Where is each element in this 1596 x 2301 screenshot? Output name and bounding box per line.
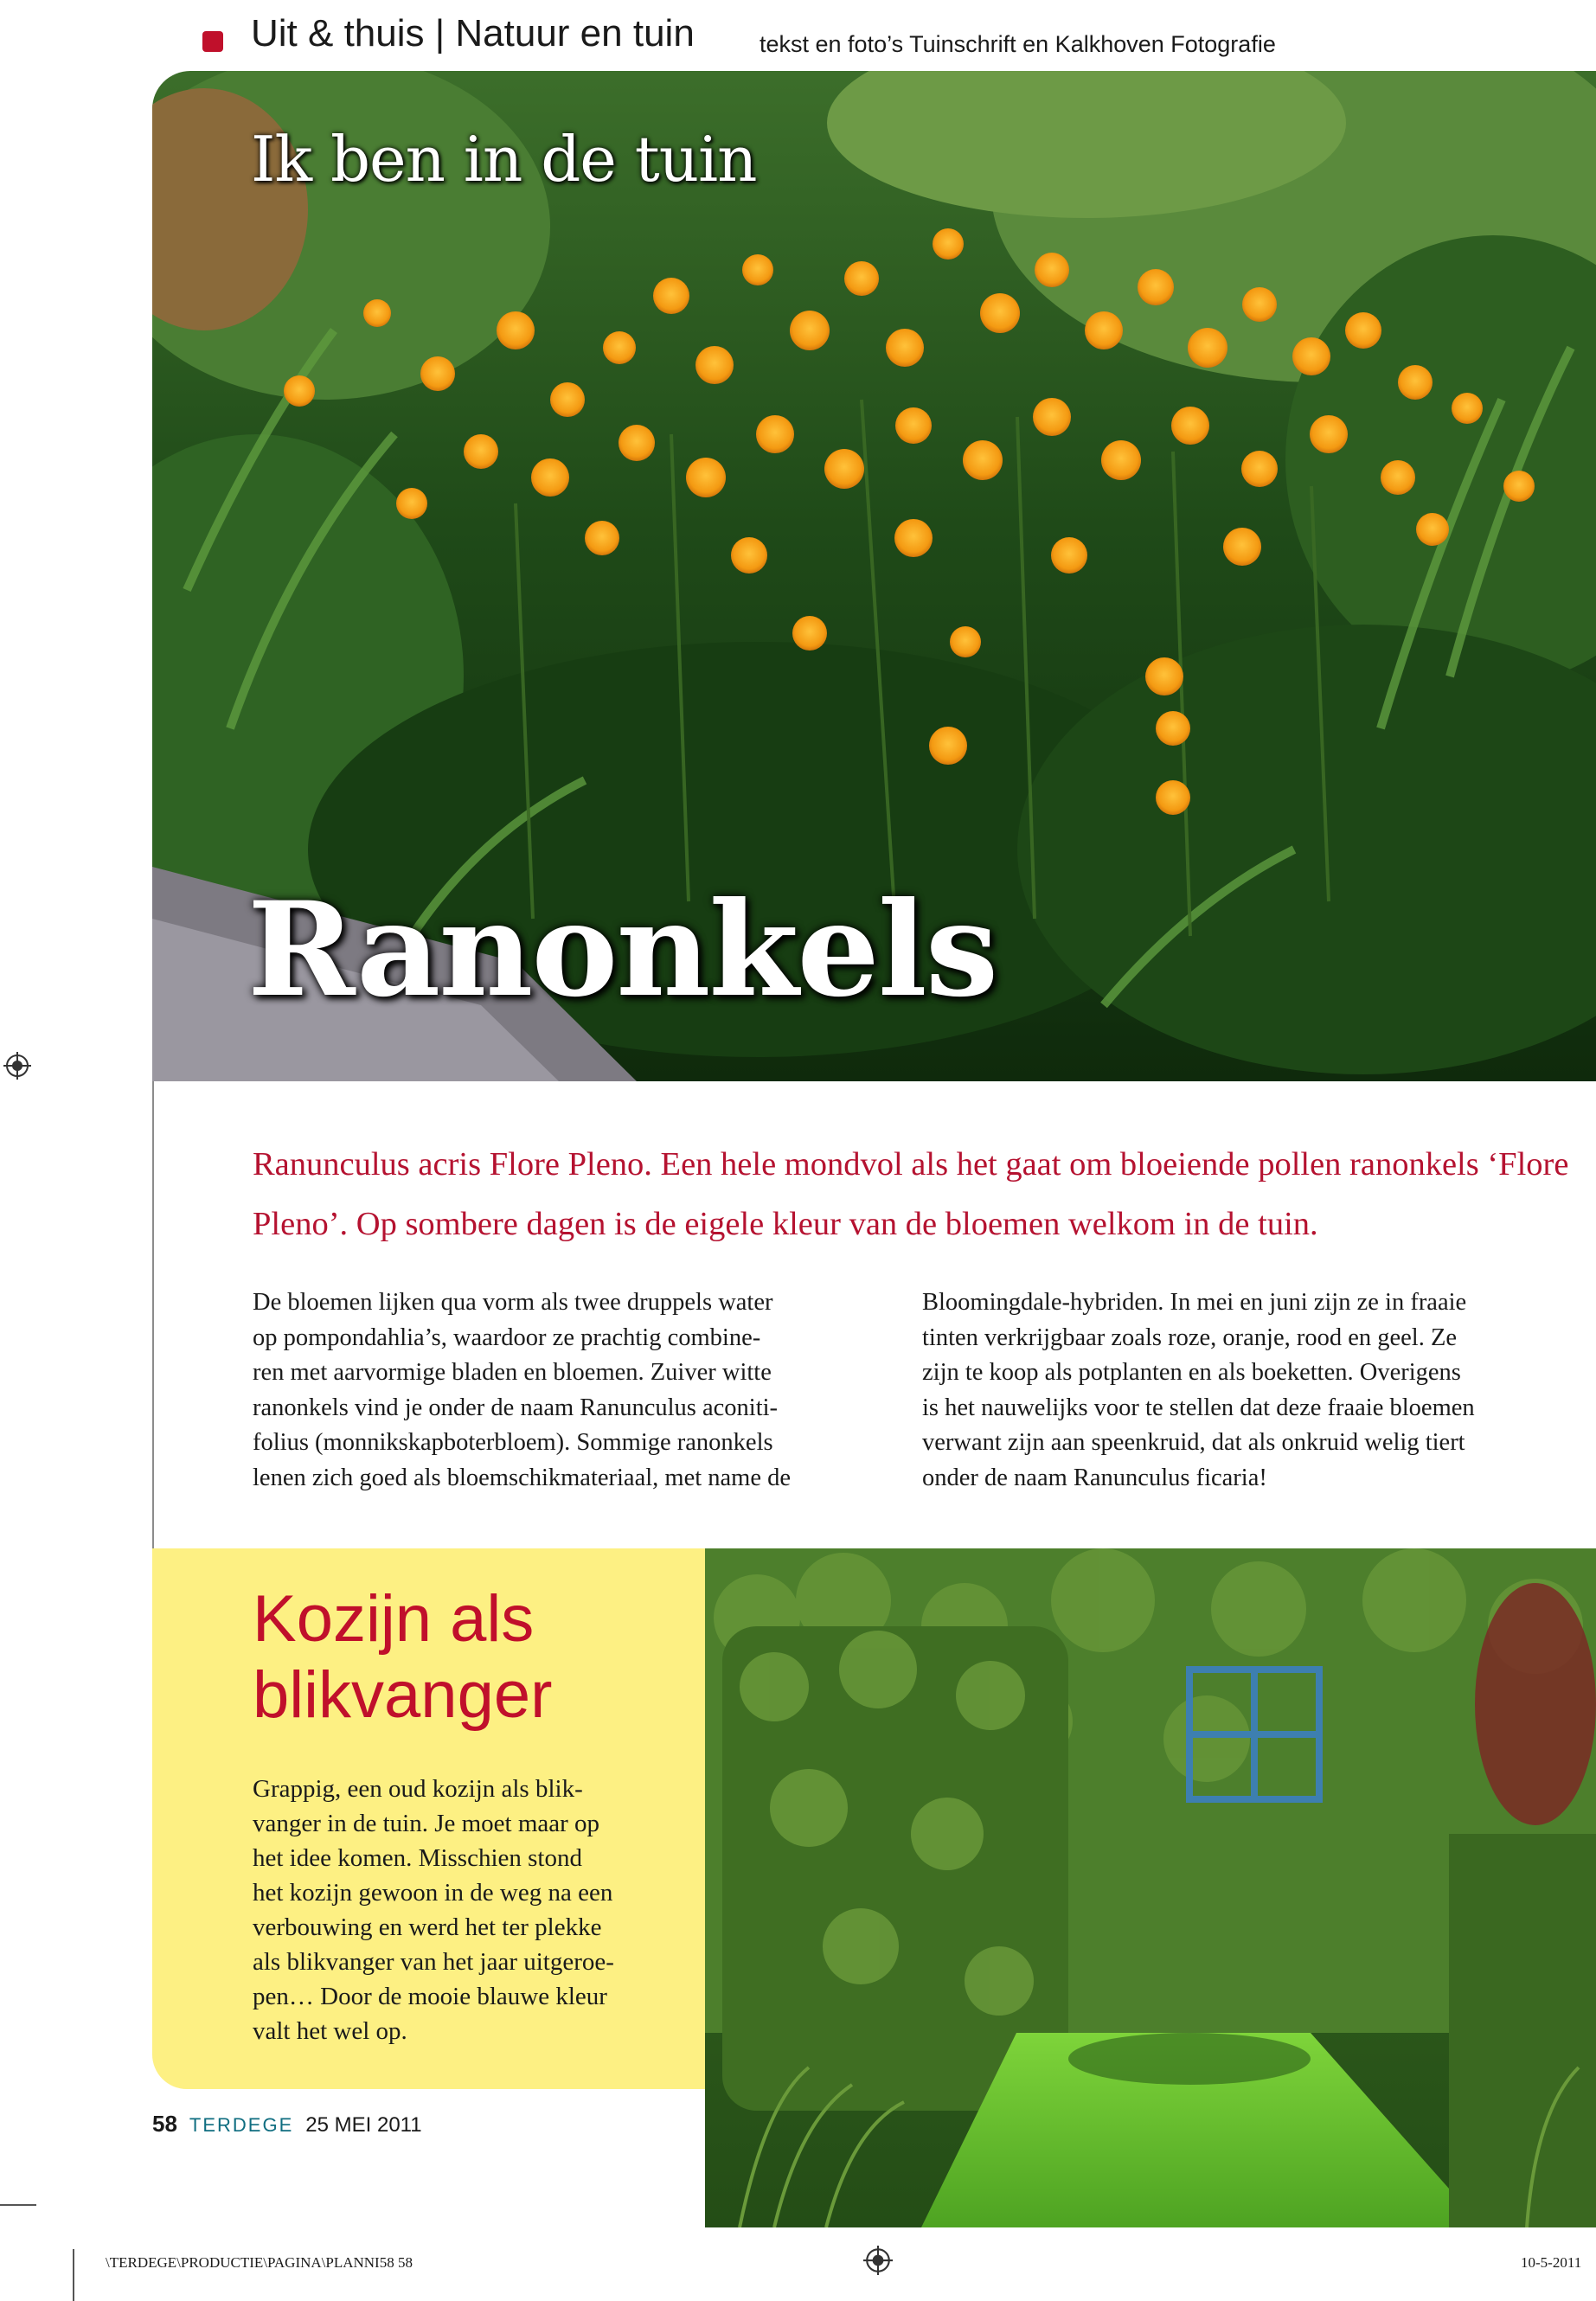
body-line: Bloomingdale-hybriden. In mei en juni zijn ze in fraaie bbox=[922, 1289, 1467, 1316]
sidebar-title-line: blikvanger bbox=[253, 1658, 553, 1732]
sidebar-line: het idee komen. Misschien stond bbox=[253, 1844, 582, 1872]
sidebar-title-line: Kozijn als bbox=[253, 1582, 535, 1656]
sidebar-line: pen… Door de mooie blauwe kleur bbox=[253, 1983, 607, 2010]
page-folio bbox=[152, 2111, 422, 2138]
body-line: is het nauwelijks voor te stellen dat deze fraaie bloemen bbox=[922, 1394, 1475, 1421]
body-line: lenen zich goed als bloemschikmateriaal, met name de bbox=[253, 1464, 792, 1491]
sidebar-line: als blikvanger van het jaar uitgeroe- bbox=[253, 1948, 614, 1976]
body-line: De bloemen lijken qua vorm als twee druppels water bbox=[253, 1289, 773, 1316]
lead-paragraph: Ranunculus acris Flore Pleno. Een hele mondvol als het gaat om bloeiende pollen ranonkels ‘Flore Pleno’. Op sombere dagen is de eigele kleur van de bloemen welkom in de tuin. bbox=[253, 1146, 1569, 1242]
left-margin-rule bbox=[152, 1081, 154, 1548]
body-line: folius (monnikskapboterbloem). Sommige ranonkels bbox=[253, 1429, 773, 1456]
body-column-2 bbox=[922, 1285, 1562, 1496]
section-title: Uit & thuis | Natuur en tuin bbox=[251, 12, 695, 54]
sidebar-line: Grappig, een oud kozijn als blik- bbox=[253, 1775, 583, 1803]
sidebar-title bbox=[253, 1581, 552, 1734]
body-line: ren met aarvormige bladen en bloemen. Zuiver witte bbox=[253, 1359, 772, 1386]
body-line: verwant zijn aan speenkruid, dat als onkruid welig tiert bbox=[922, 1429, 1465, 1456]
issue-date: 25 MEI 2011 bbox=[305, 2113, 422, 2137]
photo-credit: tekst en foto’s Tuinschrift en Kalkhoven Fotografie bbox=[760, 31, 1276, 57]
body-line: tinten verkrijgbaar zoals roze, oranje, rood en geel. Ze bbox=[922, 1324, 1458, 1351]
print-slug-path: \TERDEGE\PRODUCTIE\PAGINA\PLANNI58 58 bbox=[106, 2254, 413, 2271]
sidebar-line: verbouwing en werd het ter plekke bbox=[253, 1913, 602, 1941]
body-line: ranonkels vind je onder de naam Ranunculus aconiti- bbox=[253, 1394, 779, 1421]
body-line: onder de naam Ranunculus ficaria! bbox=[922, 1464, 1267, 1491]
sidebar-text bbox=[253, 1772, 614, 2048]
body-line: op pompondahlia’s, waardoor ze prachtig combine- bbox=[253, 1324, 761, 1351]
section-bullet-icon bbox=[202, 31, 223, 52]
hero-kicker: Ik ben in de tuin bbox=[251, 123, 757, 195]
page-number: 58 bbox=[152, 2111, 177, 2137]
body-line: zijn te koop als potplanten en als boeketten. Overigens bbox=[922, 1359, 1461, 1386]
magazine-name: TERDEGE bbox=[189, 2114, 294, 2136]
body-column-1 bbox=[253, 1285, 875, 1496]
crop-mark bbox=[73, 2249, 74, 2301]
registration-mark-icon bbox=[3, 1052, 31, 1080]
sidebar-line: het kozijn gewoon in de weg na een bbox=[253, 1879, 613, 1907]
sidebar-line: valt het wel op. bbox=[253, 2017, 407, 2045]
article-title: Ranonkels bbox=[247, 874, 997, 1026]
registration-mark-icon bbox=[863, 2246, 893, 2275]
crop-mark bbox=[0, 2204, 36, 2206]
print-slug-date: 10-5-2011 bbox=[1521, 2254, 1582, 2271]
sidebar-line: vanger in de tuin. Je moet maar op bbox=[253, 1810, 600, 1837]
garden-photo-kozijn bbox=[705, 1548, 1596, 2227]
